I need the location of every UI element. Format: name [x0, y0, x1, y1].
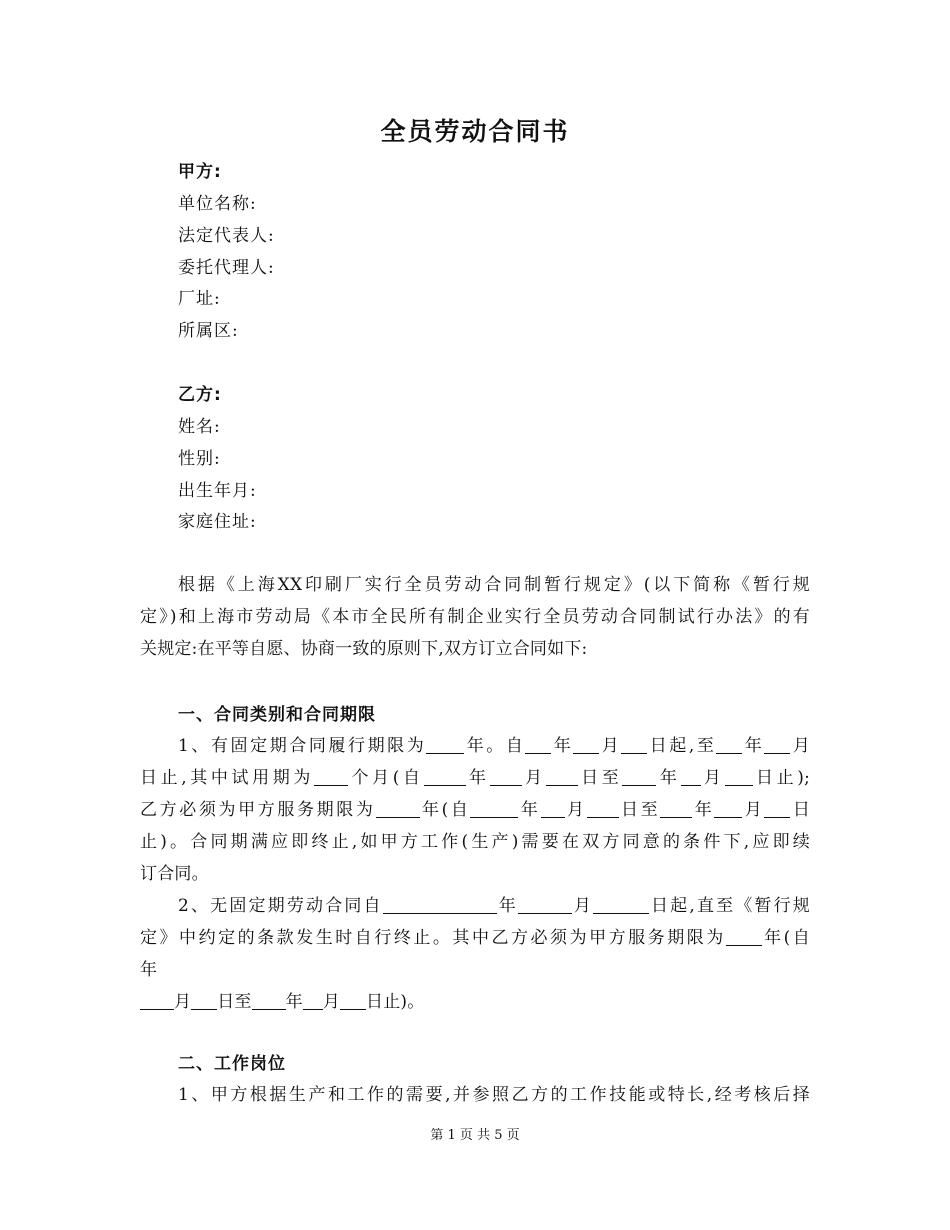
text: 年。自 [464, 736, 526, 756]
text: 月 [790, 736, 811, 756]
party-a-field-agent: 委托代理人: [178, 258, 275, 278]
page-footer [0, 1124, 950, 1143]
blank-line [660, 797, 692, 818]
footer-text: 第 [430, 1128, 444, 1143]
text: 日止,其中试用期为 [140, 768, 315, 788]
paragraph-line [140, 794, 810, 826]
text: 月 [521, 768, 546, 788]
text: 个月(自 [348, 768, 424, 788]
text: 日至 [217, 992, 252, 1012]
party-b-field-name: 姓名: [178, 417, 221, 437]
blank-line [303, 989, 323, 1010]
blank-line [764, 733, 790, 754]
total-page-count: 5 [494, 1128, 503, 1143]
blank-line [490, 765, 522, 786]
text: 日止); [752, 768, 811, 788]
text: 年 [692, 800, 715, 820]
party-a-field-district: 所属区: [178, 321, 239, 341]
blank-line [518, 893, 572, 914]
text: 年 [518, 800, 541, 820]
page-title: 全员劳动合同书 [380, 117, 570, 146]
blank-line [541, 797, 565, 818]
blank-line [714, 797, 742, 818]
current-page-number: 1 [447, 1128, 456, 1143]
text: 年 [551, 736, 574, 756]
text: 日起,至 [647, 736, 717, 756]
blank-line [622, 765, 656, 786]
paragraph-line: 关规定:在平等自愿、协商一致的原则下,双方订立合同如下: [140, 639, 588, 659]
blank-line [525, 733, 551, 754]
text: 日起,直至《暂行规 [649, 896, 811, 916]
paragraph-line [140, 730, 810, 762]
text: 年 [742, 736, 765, 756]
blank-line [573, 733, 599, 754]
blank-line [191, 989, 217, 1010]
text: 年 [465, 768, 490, 788]
party-a-field-address: 厂址: [178, 289, 221, 309]
text: 月 [322, 992, 341, 1012]
blank-line [681, 765, 701, 786]
section-1-heading: 一、合同类别和合同期限 [178, 705, 376, 725]
blank-line [546, 765, 578, 786]
paragraph-line [140, 890, 810, 922]
paragraph-line: 1、甲方根据生产和工作的需要,并参照乙方的工作技能或特长,经考核后择 [178, 1085, 810, 1105]
paragraph-line [140, 986, 810, 1018]
text: 日 [790, 800, 811, 820]
paragraph-line: 订合同。 [140, 864, 209, 884]
party-b-field-birth: 出生年月: [178, 481, 257, 501]
footer-text: 页 共 [459, 1128, 491, 1143]
text: 日至 [618, 800, 661, 820]
text: 年(自 [761, 928, 811, 948]
blank-line [587, 797, 619, 818]
text: 年(自 [419, 800, 471, 820]
text: 月 [599, 736, 622, 756]
text: 月 [564, 800, 587, 820]
party-a-field-legal-rep: 法定代表人: [178, 226, 275, 246]
blank-line [470, 797, 518, 818]
blank-line [383, 893, 497, 914]
text: 年 [656, 768, 681, 788]
paragraph-line: 止)。合同期满应即终止,如甲方工作(生产)需要在双方同意的条件下,应即续 [140, 832, 810, 852]
text: 日止)。 [366, 992, 425, 1012]
party-b-field-gender: 性别: [178, 449, 221, 469]
paragraph-line [140, 762, 810, 794]
text: 定》中约定的条款发生时自行终止。其中乙方必须为甲方服务期限为 [140, 928, 726, 948]
blank-line [314, 765, 348, 786]
blank-line [426, 733, 464, 754]
blank-line [376, 797, 420, 818]
section-1-body [140, 730, 810, 1018]
blank-line [725, 765, 753, 786]
text: 年 [496, 896, 518, 916]
party-a-heading: 甲方: [178, 162, 222, 182]
blank-line [716, 733, 742, 754]
party-b-heading: 乙方: [178, 385, 222, 405]
blank-line [140, 989, 174, 1010]
text: 月 [742, 800, 765, 820]
blank-line [764, 797, 790, 818]
paragraph-line [140, 922, 810, 954]
section-2-heading: 二、工作岗位 [178, 1054, 286, 1074]
text: 2、无固定期劳动合同自 [178, 896, 383, 916]
paragraph-line: 根据《上海XX印刷厂实行全员劳动合同制暂行规定》(以下简称《暂行规 [178, 575, 810, 595]
text: 日至 [577, 768, 623, 788]
text: 月 [700, 768, 725, 788]
blank-line [252, 989, 286, 1010]
blank-line [593, 893, 649, 914]
text: 月 [174, 992, 192, 1012]
text: 1、有固定期合同履行期限为 [178, 736, 427, 756]
party-b-field-home-address: 家庭住址: [178, 512, 257, 532]
text: 月 [571, 896, 594, 916]
blank-line [621, 733, 647, 754]
footer-text: 页 [506, 1128, 520, 1143]
blank-line [424, 765, 466, 786]
intro-paragraph [140, 569, 810, 665]
party-a-field-unit-name: 单位名称: [178, 194, 257, 214]
paragraph-line: 年 [140, 960, 158, 980]
blank-line [340, 989, 366, 1010]
section-2-body [140, 1079, 810, 1111]
text: 乙方必须为甲方服务期限为 [140, 800, 376, 820]
text: 年 [285, 992, 303, 1012]
paragraph-line: 定》)和上海市劳动局《本市全民所有制企业实行全员劳动合同制试行办法》的有 [140, 607, 810, 627]
blank-line [726, 925, 762, 946]
